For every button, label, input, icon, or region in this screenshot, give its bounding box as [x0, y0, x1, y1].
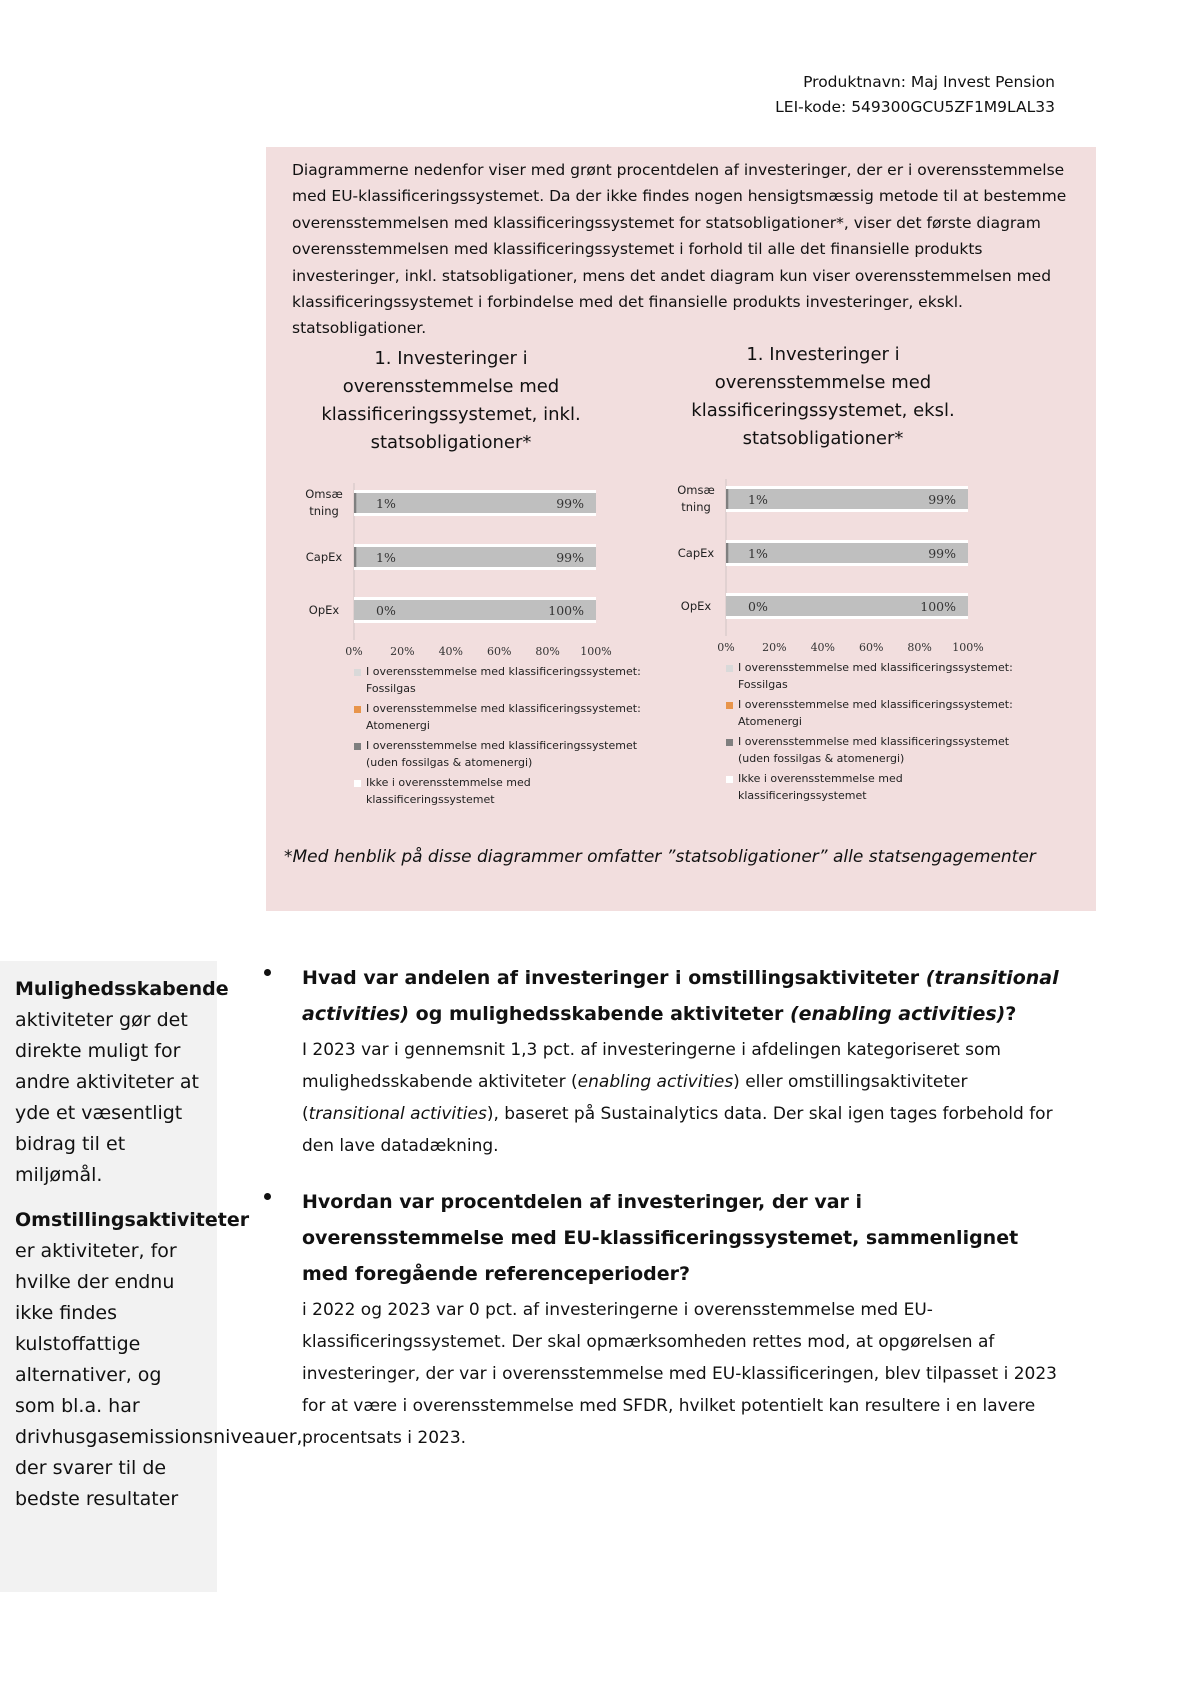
data-label: 100%: [548, 603, 584, 618]
question-text: Hvad var andelen af investeringer i omstillingsaktiviteter: [302, 967, 926, 989]
answer-segment: ) eller omstillingsaktiviteter (: [302, 1072, 968, 1124]
chart-title-line: statsobligationer*: [742, 428, 904, 449]
definition-transitional: [15, 1205, 303, 1515]
question-text: og mulighedsskabende aktiviteter: [409, 1003, 790, 1025]
data-label: 99%: [928, 492, 956, 507]
product-name: Produktnavn: Maj Invest Pension: [803, 73, 1055, 91]
category-label: Omsæ: [305, 487, 343, 501]
data-label: 99%: [556, 496, 584, 511]
chart-incl-sovereign: [286, 345, 641, 806]
legend-item: [354, 700, 654, 734]
legend-label: Ikke i overensstemmelse med klassificeringssystemet: [366, 776, 531, 806]
definition-enabling: [15, 974, 229, 1191]
category-label: CapEx: [305, 550, 343, 564]
data-label: 100%: [920, 599, 956, 614]
legend-label: I overensstemmelse med klassificeringssystemet: Fossilgas: [366, 665, 641, 695]
definition-transitional-text: er aktiviteter, for hvilke der endnu ikke findes kulstoffattige alternativer, og som bl.a. har drivhusgasemissionsniveauer, der svarer til de bedste resultater: [15, 1240, 303, 1510]
question-term: (enabling activities): [789, 1003, 1006, 1025]
legend-label: I overensstemmelse med klassificeringssystemet (uden fossilgas & atomenergi): [738, 735, 1010, 765]
data-label: 0%: [748, 599, 768, 614]
bullet-icon: [264, 1193, 271, 1200]
chart-legend: [726, 659, 1026, 807]
data-label: 0%: [376, 603, 396, 618]
legend-item: [354, 774, 654, 808]
bullet-icon: [264, 969, 271, 976]
data-label: 1%: [748, 492, 768, 507]
answer-text: [302, 1034, 1062, 1162]
list-item: [262, 960, 1062, 1162]
answer-text: i 2022 og 2023 var 0 pct. af investeringerne i overensstemmelse med EU-klassificeringssystemet. Der skal opmærksomheden rettes mod, at opgørelsen af investeringer, der var i overensstemmelse med EU-klassificeringen, blev tilpasset i 2023 for at være i overensstemmelse med SFDR, hvilket potentielt kan resultere i en lavere procentsats i 2023.: [302, 1300, 1057, 1448]
legend-label: I overensstemmelse med klassificeringssystemet (uden fossilgas & atomenergi): [366, 739, 638, 769]
bar-segment: [354, 547, 356, 567]
data-label: 1%: [748, 546, 768, 561]
legend-item: [354, 737, 654, 771]
x-tick-label: 60%: [858, 641, 884, 654]
question-term: (transitional activities): [302, 967, 1059, 1025]
data-label: 1%: [376, 496, 396, 511]
data-label: 99%: [556, 550, 584, 565]
data-label: 1%: [376, 550, 396, 565]
legend-swatch: [726, 739, 733, 746]
legend-swatch: [354, 780, 361, 787]
x-tick-label: 80%: [907, 641, 932, 654]
definition-enabling-text: aktiviteter gør det direkte muligt for andre aktiviteter at yde et væsentligt bidrag til et miljømål.: [15, 1009, 199, 1186]
chart-title-line: 1. Investeringer i: [746, 344, 900, 365]
term-enabling: Mulighedsskabende: [15, 978, 229, 1000]
taxonomy-alignment-box: [266, 147, 1096, 911]
bar-chart-svg: [286, 345, 616, 658]
legend-swatch: [354, 706, 361, 713]
chart-title-line: klassificeringssystemet, inkl.: [321, 404, 581, 425]
category-label: OpEx: [308, 603, 340, 617]
intro-text: Diagrammerne nedenfor viser med grønt procentdelen af investeringer, der er i overensstemmelse med EU-klassificeringssystemet. Da der ikke findes nogen hensigtsmæssig metode til at bestemme overensstemmelsen med klassificeringssystemet for statsobligationer*, viser det første diagram overensstemmelsen med klassificeringssystemet i forhold til alle det finansielle produkts investeringer, inkl. statsobligationer, mens det andet diagram kun viser overensstemmelsen med klassificeringssystemet i forbindelse med det finansielle produkts investeringer, ekskl. statsobligationer.: [292, 161, 1067, 338]
chart-legend: [354, 663, 654, 811]
term-transitional: Omstillingsaktiviteter: [15, 1209, 250, 1231]
legend-label: Ikke i overensstemmelse med klassificeringssystemet: [738, 772, 903, 802]
legend-swatch: [354, 669, 361, 676]
chart-title-line: statsobligationer*: [370, 432, 532, 453]
category-label: Omsæ: [677, 483, 715, 497]
legend-item: [726, 659, 1026, 693]
category-label: tning: [309, 504, 339, 518]
question-heading: [302, 960, 1062, 1032]
question-text: ?: [1005, 1003, 1017, 1025]
legend-label: I overensstemmelse med klassificeringssystemet: Atomenergi: [366, 702, 641, 732]
category-label: tning: [681, 500, 711, 514]
x-tick-label: 40%: [438, 645, 464, 658]
chart-title-line: overensstemmelse med: [714, 372, 932, 393]
x-tick-label: 100%: [952, 641, 984, 654]
chart-title-line: 1. Investeringer i: [374, 348, 528, 369]
x-tick-label: 0%: [345, 645, 363, 658]
answer-segment: ), baseret på Sustainalytics data. Der skal igen tages forbehold for den lave datadækning.: [302, 1104, 1053, 1156]
legend-item: [354, 663, 654, 697]
legend-swatch: [354, 743, 361, 750]
legend-swatch: [726, 665, 733, 672]
question-list: [262, 960, 1062, 1476]
x-tick-label: 0%: [717, 641, 735, 654]
legend-item: [726, 696, 1026, 730]
bar-chart-svg: [658, 341, 988, 654]
definitions-sidebar: [0, 961, 303, 1592]
x-tick-label: 100%: [580, 645, 612, 658]
chart-excl-sovereign: [658, 341, 1013, 802]
legend-label: I overensstemmelse med klassificeringssystemet: Atomenergi: [738, 698, 1013, 728]
category-label: CapEx: [677, 546, 715, 560]
data-label: 99%: [928, 546, 956, 561]
lei-code: LEI-kode: 549300GCU5ZF1M9LAL33: [775, 98, 1055, 116]
bar-segment: [354, 493, 356, 513]
legend-item: [726, 733, 1026, 767]
list-item: [262, 1184, 1062, 1454]
chart-title-line: overensstemmelse med: [342, 376, 560, 397]
x-tick-label: 20%: [762, 641, 787, 654]
legend-label: I overensstemmelse med klassificeringssystemet: Fossilgas: [738, 661, 1013, 691]
answer-segment: I 2023 var i gennemsnit 1,3 pct. af investeringerne i afdelingen kategoriseret som mulighedsskabende aktiviteter (: [302, 1040, 1001, 1092]
legend-swatch: [726, 776, 733, 783]
answer-term: transitional activities: [308, 1104, 487, 1124]
x-tick-label: 60%: [486, 645, 512, 658]
question-heading: Hvordan var procentdelen af investeringer, der var i overensstemmelse med EU-klassificeringssystemet, sammenlignet med foregående referenceperioder?: [302, 1191, 1019, 1285]
legend-item: [726, 770, 1026, 804]
x-tick-label: 80%: [535, 645, 560, 658]
document-header: [775, 70, 1055, 120]
x-tick-label: 40%: [810, 641, 836, 654]
category-label: OpEx: [680, 599, 712, 613]
answer-term: enabling activities: [577, 1072, 734, 1092]
bar-segment: [726, 489, 728, 509]
chart-title-line: klassificeringssystemet, eksl.: [691, 400, 955, 421]
footnote: *Med henblik på disse diagrammer omfatter ”statsobligationer” alle statsengagementer: [284, 847, 1036, 867]
legend-swatch: [726, 702, 733, 709]
bar-segment: [726, 543, 728, 563]
x-tick-label: 20%: [390, 645, 415, 658]
